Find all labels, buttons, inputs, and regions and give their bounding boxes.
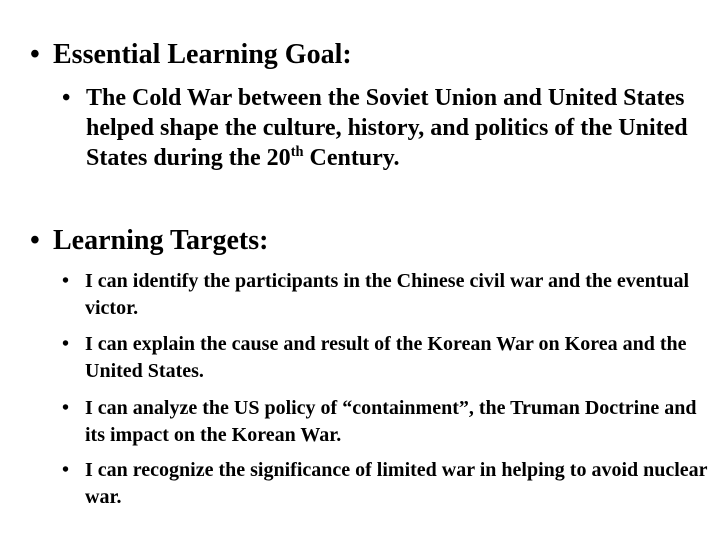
goal-statement	[86, 83, 712, 173]
target-item	[62, 268, 712, 322]
goal-heading: Essential Learning Goal:	[53, 39, 352, 70]
target-item	[62, 331, 712, 385]
bullet: •	[30, 39, 40, 70]
goal-heading-item	[30, 38, 352, 72]
bullet: •	[62, 397, 70, 419]
target-text: I can explain the cause and result of the Korean War on Korea and the United States.	[85, 333, 687, 382]
target-text: I can recognize the significance of limited war in helping to avoid nuclear war.	[85, 459, 708, 508]
goal-statement-main: The Cold War between the Soviet Union and United States helped shape the culture, history, and politics of the United States during the 20	[86, 85, 688, 171]
goal-statement-end: Century.	[303, 145, 400, 171]
bullet: •	[62, 85, 71, 111]
bullet: •	[62, 333, 70, 355]
target-text: I can analyze the US policy of “containment”, the Truman Doctrine and its impact on the Korean War.	[85, 397, 697, 446]
goal-statement-item	[62, 83, 712, 173]
bullet: •	[62, 270, 70, 292]
targets-heading-item	[30, 224, 268, 258]
goal-statement-superscript: th	[290, 144, 304, 160]
target-text: I can identify the participants in the Chinese civil war and the eventual victor.	[85, 270, 690, 319]
target-item	[62, 395, 712, 449]
target-item	[62, 457, 712, 511]
targets-heading: Learning Targets:	[53, 225, 269, 256]
bullet: •	[62, 459, 70, 481]
bullet: •	[30, 225, 40, 256]
